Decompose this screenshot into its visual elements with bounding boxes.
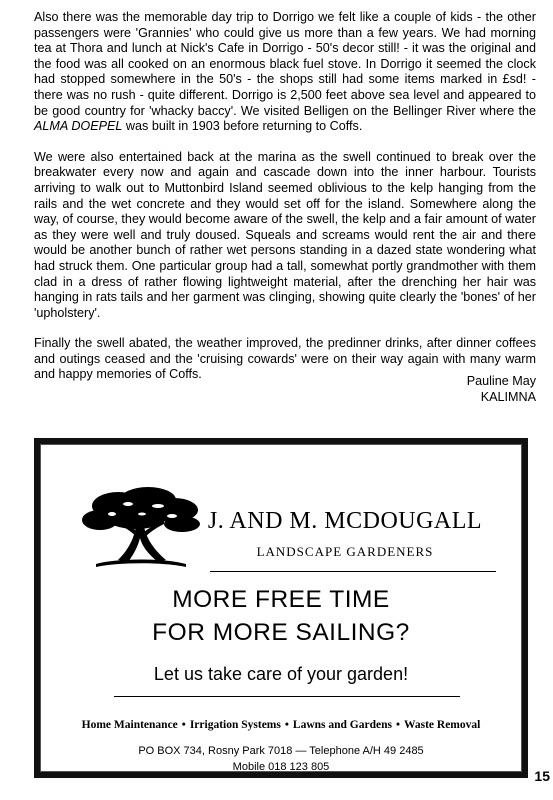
headline-line-1: MORE FREE TIME: [172, 586, 390, 613]
contact-address-phone: PO BOX 734, Rosny Park 7018 — Telephone A/H 49 2485: [138, 745, 424, 757]
service-item: Lawns and Gardens: [292, 719, 392, 731]
signature-block: [467, 374, 536, 405]
author-name: Pauline May: [466, 374, 536, 388]
company-name: J. AND M. MCDOUGALL: [207, 508, 483, 534]
paragraph-marina: We were also entertained back at the marina as the swell continued to break over the breakwater every now and again and cascade down into the inner harbour. Tourists arriving to walk out to Muttonbird Island seemed oblivious to the kelp hanging from the rails and the wet concrete and they would set off for the island. Somewhere along the way, of course, they would become aware of the swell, the kelp and a fair amount of water as they were well and truly doused. Squeals and screams would rent the air and there would be another bunch of rather wet persons standing in a dazed state wondering what had struck them. One particular group had a tall, somewhat portly grandmother with them clad in a dress of rather flowing lightweight material, after the drenching her hair was hanging in rats tails and her garment was clinging, showing quite clearly the 'bones' of her 'upholstery'.: [34, 149, 536, 320]
bullet-separator: •: [284, 719, 289, 731]
headline-line-2: FOR MORE SAILING?: [152, 619, 410, 646]
services-list: [40, 719, 522, 731]
service-item: Home Maintenance: [81, 719, 178, 731]
author-boat: KALIMNA: [480, 389, 536, 404]
divider: [114, 696, 460, 697]
company-subtitle: LANDSCAPE GARDENERS: [256, 544, 434, 559]
advertisement: [34, 438, 528, 778]
boat-name-italic: ALMA DOEPEL: [34, 119, 123, 134]
service-item: Irrigation Systems: [189, 719, 281, 731]
bullet-separator: •: [181, 719, 186, 731]
page-number: 15: [534, 768, 550, 784]
divider: [210, 571, 496, 572]
contact-mobile: Mobile 018 123 805: [232, 761, 330, 773]
bullet-separator: •: [395, 719, 400, 731]
paragraph-finally: Finally the swell abated, the weather improved, the predinner drinks, after dinner coffees and outings ceased and the 'cruising cowards' were on their way again with many warm and happy memories of Coffs.: [34, 336, 536, 382]
tree-icon: [78, 484, 204, 572]
paragraph-dorrigo-trip: [34, 10, 536, 135]
paragraph-text: was built in 1903 before returning to Coffs.: [122, 119, 363, 134]
article-body: [34, 10, 536, 398]
paragraph-text: Also there was the memorable day trip to Dorrigo we felt like a couple of kids - the other passengers were 'Grannies' who could give us more than a few years. We had morning tea at Thora and lunch at Nick's Cafe in Dorrigo - 50's decor still! - it was the original and the food was all cooked on an enormous black fuel stove. In Dorrigo it seemed the clock had stopped somewhere in the 50's - the shops still had some items marked in £sd! - there was no rush - quite different. Dorrigo is 2,500 feet above sea level and appeared to be good country for 'whacky baccy'. We visited Belligen on the Bellinger River where the: [34, 10, 536, 118]
service-item: Waste Removal: [404, 719, 481, 731]
tagline: Let us take care of your garden!: [153, 664, 409, 684]
